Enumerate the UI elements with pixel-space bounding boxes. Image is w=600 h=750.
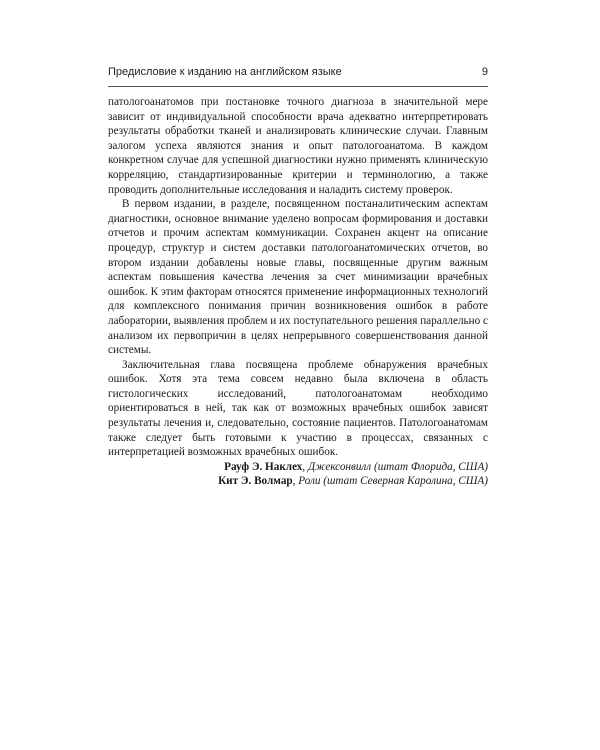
running-header — [108, 66, 488, 84]
paragraph-2: В первом издании, в разделе, посвященном постаналитическим аспектам диагностики, основное внимание уделено вопросам формирования и доставки отчетов и прочим аспектам коммуникации. Сохранен акцент на описание процедур, структур и систем доставки патологоанатомических отчетов, во втором издании добавлены новые главы, посвященные другим важным аспектам повышения качества лечения за счет минимизации врачебных ошибок. К этим факторам относятся применение информационных технологий для комплексного понимания причин возникновения ошибок в работе лаборатории, выявления проблем и их поступательного решения параллельно с анализом их первопричин в целях непрерывного совершенствования данной системы. — [108, 198, 488, 357]
header-rule — [108, 86, 488, 87]
signature-1-place: Джексонвилл (штат Флорида, США) — [308, 460, 488, 473]
signatures — [108, 460, 488, 489]
signature-1: Рауф Э. Наклех, Джексонвилл (штат Флорида, США) — [224, 460, 488, 473]
signature-2-place: Роли (штат Северная Каролина, США) — [298, 475, 488, 488]
paragraph-3: Заключительная глава посвящена проблеме обнаружения врачебных ошибок. Хотя эта тема совсем недавно была включена в область гистологических исследований, патологоанатомам необходимо ориентироваться в ней, так как от возможных врачебных ошибок зависят результаты лечения и, следовательно, состояние пациентов. Патологоанатомам также следует быть готовыми к участию в процессах, связанных с интерпретацией возможных врачебных ошибок. — [108, 358, 488, 459]
body-text — [108, 95, 488, 489]
signature-1-name: Рауф Э. Наклех — [224, 460, 303, 473]
signature-2-name: Кит Э. Волмар — [218, 475, 293, 488]
page-number: 9 — [481, 66, 488, 78]
signature-2: Кит Э. Волмар, Роли (штат Северная Каролина, США) — [218, 475, 488, 488]
running-header-title: Предисловие к изданию на английском языке — [108, 66, 342, 78]
paragraph-1: патологоанатомов при постановке точного диагноза в значительной мере зависит от индивидуальной способности врача адекватно интерпретировать результаты обработки тканей и анализировать клинические случаи. Главным залогом успеха являются знания и опыт патологоанатома. В каждом конкретном случае для успешной диагностики нужно применять клиническую корреляцию, стандартизированные критерии и терминологию, а также проводить дополнительные исследования и наладить систему проверок. — [108, 96, 488, 196]
